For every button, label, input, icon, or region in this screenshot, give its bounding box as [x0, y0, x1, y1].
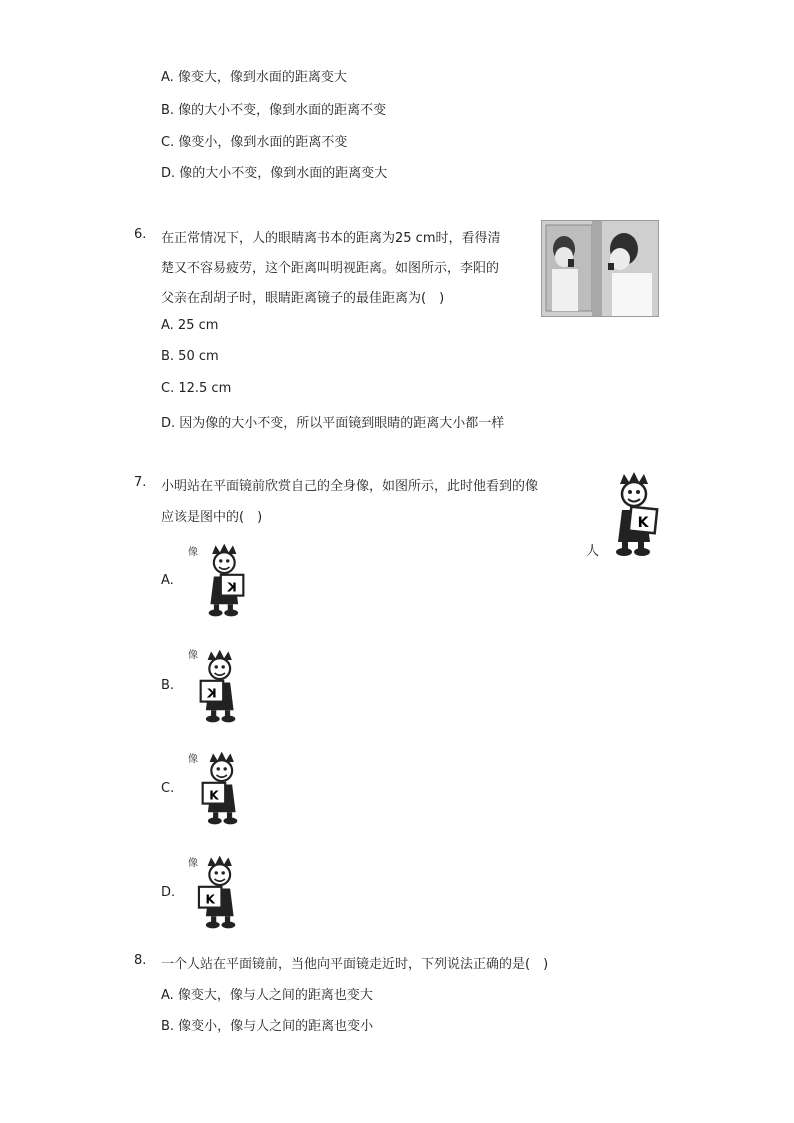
q6-option-a: A. 25 cm: [161, 318, 219, 333]
q7-option-b-caption: 像: [188, 650, 198, 661]
q8-line-1: 一个人站在平面镜前，当他向平面镜走近时，下列说法正确的是( ): [161, 957, 549, 972]
q8-option-a: A. 像变大，像与人之间的距离也变大: [161, 988, 373, 1003]
cartoon-boy-icon: [194, 748, 246, 828]
q7-option-c-card-letter: K: [209, 788, 219, 803]
q7-option-a-label: A.: [161, 573, 174, 588]
q6-option-c: C. 12.5 cm: [161, 381, 232, 396]
q8-number: 8.: [134, 953, 147, 968]
q7-option-a-figure: [200, 540, 252, 624]
q7-option-c-label: C.: [161, 781, 175, 796]
person-caption: 人: [586, 544, 600, 559]
q7-option-d-caption: 像: [188, 858, 198, 869]
cartoon-boy-icon: [606, 470, 666, 558]
q7-line-2: 应该是图中的( ): [161, 510, 263, 525]
q7-option-d-label: D.: [161, 885, 176, 900]
prev-option-b: B. 像的大小不变，像到水面的距离不变: [161, 103, 387, 118]
q6-option-d: D. 因为像的大小不变，所以平面镜到眼睛的距离大小都一样: [161, 416, 505, 431]
q7-option-a-caption: 像: [188, 547, 198, 558]
q7-line-1: 小明站在平面镜前欣赏自己的全身像，如图所示，此时他看到的像: [161, 479, 539, 494]
q7-option-a-card-letter: K: [227, 580, 237, 595]
cartoon-boy-icon: [192, 852, 244, 932]
q6-line-3: 父亲在刮胡子时，眼睛距离镜子的最佳距离为( ): [161, 291, 445, 306]
q6-number: 6.: [134, 227, 147, 242]
cartoon-boy-icon: [200, 540, 252, 620]
person-card-letter: K: [637, 515, 649, 531]
q7-option-b-label: B.: [161, 678, 175, 693]
q6-option-b: B. 50 cm: [161, 349, 219, 364]
q7-option-c-caption: 像: [188, 754, 198, 765]
cartoon-boy-icon: [192, 646, 244, 726]
q7-option-c-figure: [194, 748, 246, 832]
person-figure: [606, 470, 666, 562]
q7-option-b-card-letter: K: [207, 686, 217, 701]
prev-option-c: C. 像变小，像到水面的距离不变: [161, 135, 348, 150]
shaving-mirror-photo: [541, 220, 659, 317]
q7-option-d-card-letter: K: [205, 892, 215, 907]
q8-option-b: B. 像变小，像与人之间的距离也变小: [161, 1019, 374, 1034]
q7-option-d-figure: [192, 852, 244, 936]
q7-option-b-figure: [192, 646, 244, 730]
prev-option-d: D. 像的大小不变，像到水面的距离变大: [161, 166, 388, 181]
prev-option-a: A. 像变大，像到水面的距离变大: [161, 70, 347, 85]
q6-line-2: 楚又不容易疲劳，这个距离叫明视距离。如图所示，李阳的: [161, 261, 500, 276]
mirror-photo-illustration: [542, 221, 658, 316]
q6-line-1: 在正常情况下，人的眼睛离书本的距离为25 cm时，看得清: [161, 231, 501, 246]
q7-number: 7.: [134, 475, 147, 490]
